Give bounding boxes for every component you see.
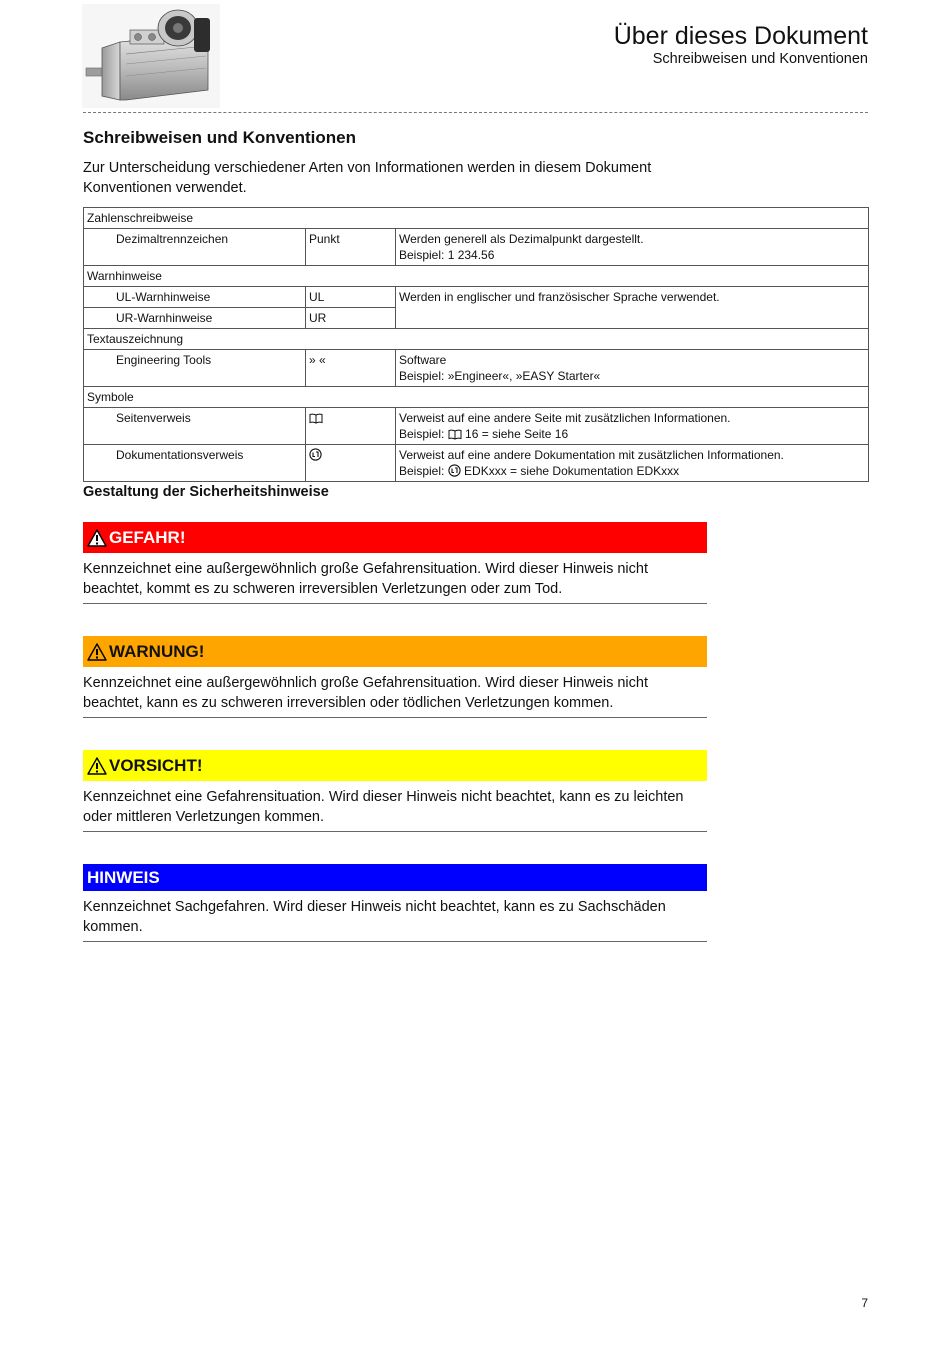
- row-label: Dezimaltrennzeichen: [84, 229, 306, 266]
- row-label: Seitenverweis: [84, 408, 306, 445]
- table-row: [84, 229, 869, 266]
- row-label: Engineering Tools: [84, 350, 306, 387]
- safety-heading: Gestaltung der Sicherheitshinweise: [83, 484, 329, 500]
- danger-bar: [83, 522, 707, 553]
- book-icon: [448, 429, 462, 440]
- book-icon: [309, 413, 323, 424]
- caution-text: Kennzeichnet eine Gefahrensituation. Wird dieser Hinweis nicht beachtet, kann es zu leichten oder mittleren Verletzungen kommen.: [83, 787, 707, 832]
- page-number: 7: [861, 1296, 868, 1310]
- row-label: Dokumentationsverweis: [84, 445, 306, 482]
- table-row: [84, 445, 869, 482]
- info-bar: [83, 864, 707, 891]
- group-numbers: Zahlenschreibweise: [84, 208, 869, 229]
- warning-bar: [83, 636, 707, 667]
- info-notice: [83, 864, 707, 942]
- row-notation: UL: [306, 287, 396, 308]
- example-suffix: EDKxxx = siehe Dokumentation EDKxxx: [464, 464, 680, 478]
- example-prefix: Beispiel:: [399, 464, 445, 478]
- row-notation: Punkt: [306, 229, 396, 266]
- row-description: [396, 445, 869, 482]
- table-row: [84, 350, 869, 387]
- group-warnings: Warnhinweise: [84, 266, 869, 287]
- table-group-row: [84, 208, 869, 229]
- warning-triangle-icon: [87, 757, 107, 775]
- table-group-row: [84, 329, 869, 350]
- table-row: [84, 287, 869, 308]
- warning-label: WARNUNG!: [109, 641, 205, 661]
- row-description: [396, 408, 869, 445]
- conventions-table: [83, 207, 869, 482]
- group-text-markup: Textauszeichnung: [84, 329, 869, 350]
- row-description: [396, 350, 869, 387]
- section-heading: Schreibweisen und Konventionen: [83, 128, 356, 147]
- description-text: Verweist auf eine andere Seite mit zusätzlichen Informationen.: [399, 411, 731, 425]
- row-notation: UR: [306, 308, 396, 329]
- group-symbols: Symbole: [84, 387, 869, 408]
- intro-paragraph: Zur Unterscheidung verschiedener Arten von Informationen werden in diesem Dokument Konventionen verwendet.: [83, 160, 652, 196]
- info-label: HINWEIS: [87, 867, 160, 887]
- warning-triangle-icon: [87, 529, 107, 547]
- row-label: UL-Warnhinweise: [84, 287, 306, 308]
- example-prefix: Beispiel:: [399, 427, 445, 441]
- example-text: Beispiel: 1 234.56: [399, 248, 495, 262]
- danger-text: Kennzeichnet eine außergewöhnlich große Gefahrensituation. Wird dieser Hinweis nicht beachtet, kommt es zu schweren irreversiblen Verletzungen oder zum Tod.: [83, 559, 707, 604]
- row-description: [396, 229, 869, 266]
- caution-bar: [83, 750, 707, 781]
- document-reference-icon: [448, 464, 461, 477]
- servo-motor-image: [82, 4, 220, 108]
- warning-triangle-icon: [87, 643, 107, 661]
- document-reference-icon: [309, 448, 322, 461]
- warning-notice: [83, 636, 707, 718]
- table-row: [84, 408, 869, 445]
- header-subtitle: Schreibweisen und Konventionen: [652, 51, 868, 67]
- example-line: [399, 463, 865, 479]
- description-text: Werden in englischer und französischer Sprache verwendet.: [399, 290, 720, 304]
- caution-notice: [83, 750, 707, 832]
- header-title: Über dieses Dokument: [613, 22, 868, 50]
- row-notation: [306, 445, 396, 482]
- example-text: Beispiel: »Engineer«, »EASY Starter«: [399, 369, 601, 383]
- info-text: Kennzeichnet Sachgefahren. Wird dieser Hinweis nicht beachtet, kann es zu Sachschäden kommen.: [83, 897, 707, 942]
- caution-label: VORSICHT!: [109, 755, 203, 775]
- table-group-row: [84, 266, 869, 287]
- row-label: UR-Warnhinweise: [84, 308, 306, 329]
- warning-text: Kennzeichnet eine außergewöhnlich große Gefahrensituation. Wird dieser Hinweis nicht beachtet, kann es zu schweren irreversiblen oder tödlichen Verletzungen kommen.: [83, 673, 707, 718]
- example-suffix: 16 = siehe Seite 16: [465, 427, 569, 441]
- row-notation: » «: [306, 350, 396, 387]
- row-description: [396, 287, 869, 329]
- description-text: Software: [399, 353, 447, 367]
- table-group-row: [84, 387, 869, 408]
- danger-label: GEFAHR!: [109, 527, 186, 547]
- description-text: Werden generell als Dezimalpunkt dargestellt.: [399, 232, 644, 246]
- row-notation: [306, 408, 396, 445]
- header-divider: [83, 112, 868, 113]
- description-text: Verweist auf eine andere Dokumentation mit zusätzlichen Informationen.: [399, 448, 784, 462]
- example-line: [399, 426, 865, 442]
- danger-notice: [83, 522, 707, 604]
